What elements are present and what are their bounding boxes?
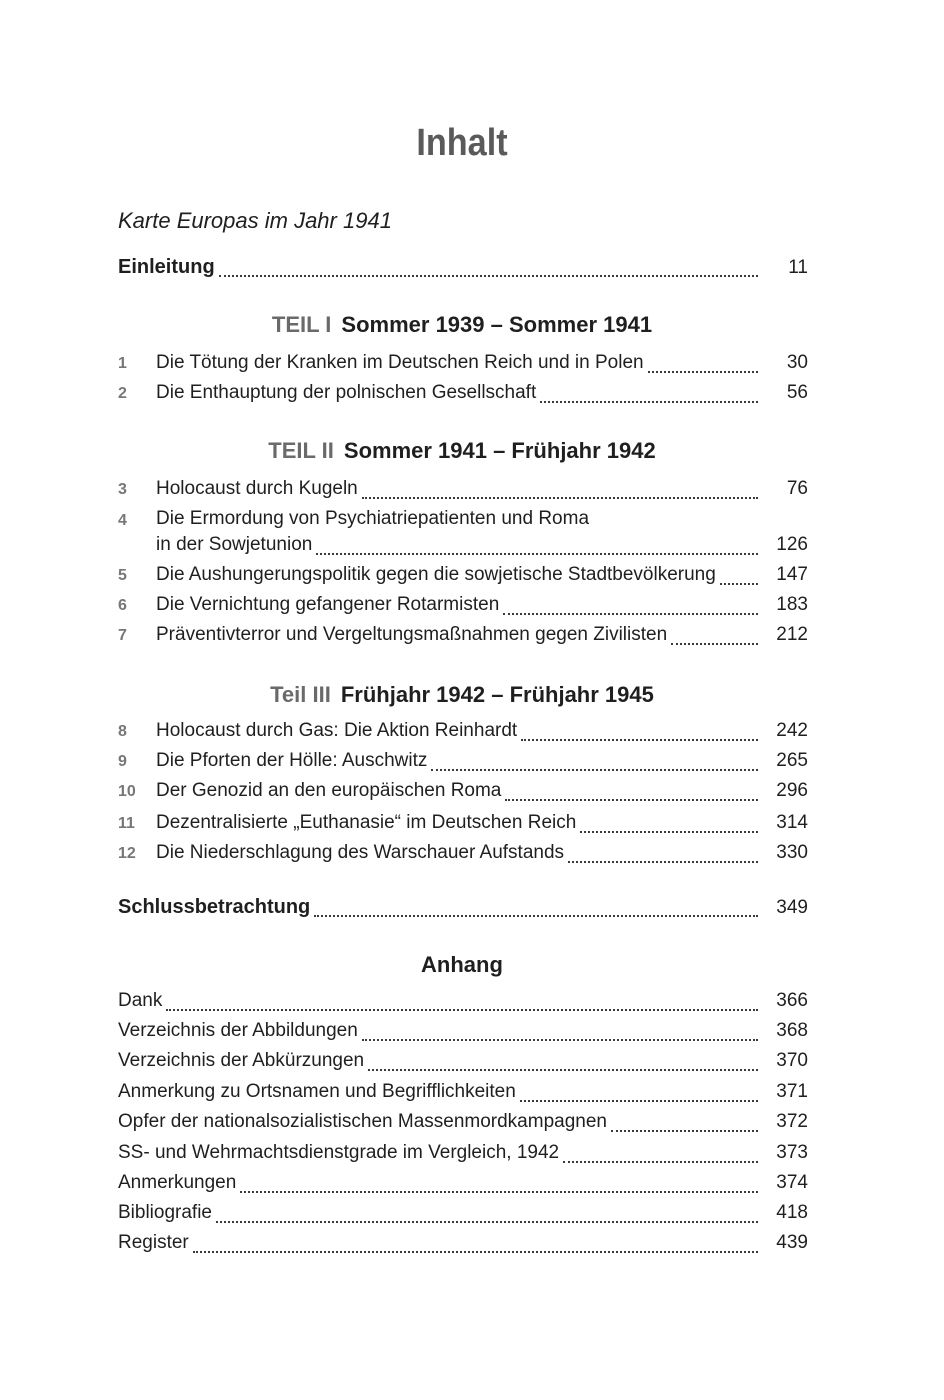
- chapter-number: 3: [118, 481, 127, 498]
- dot-leader: [580, 831, 758, 833]
- toc-entry-appendix[interactable]: [118, 1172, 808, 1200]
- chapter-number: 6: [118, 597, 127, 614]
- entry-page: 11: [788, 257, 808, 278]
- chapter-number: 5: [118, 567, 127, 584]
- toc-entry-conclusion[interactable]: [118, 896, 808, 924]
- entry-title: Die Tötung der Kranken im Deutschen Reich und in Polen: [156, 352, 644, 373]
- dot-leader: [568, 861, 758, 863]
- toc-entry-chapter[interactable]: [118, 478, 808, 506]
- dot-leader: [611, 1130, 758, 1132]
- dot-leader: [193, 1251, 758, 1253]
- part-heading-2: [0, 438, 924, 464]
- dot-leader: [720, 583, 758, 585]
- entry-title: Dezentralisierte „Euthanasie“ im Deutschen Reich: [156, 812, 577, 833]
- entry-page: 183: [776, 594, 808, 615]
- part-heading-3: [0, 682, 924, 708]
- toc-entry-appendix[interactable]: [118, 1081, 808, 1109]
- dot-leader: [166, 1009, 758, 1011]
- toc-entry-appendix[interactable]: [118, 1050, 808, 1078]
- toc-entry-chapter[interactable]: [118, 624, 808, 652]
- part-title: Frühjahr 1942 – Frühjahr 1945: [340, 682, 654, 707]
- dot-leader: [216, 1221, 758, 1223]
- toc-entry-appendix[interactable]: [118, 1111, 808, 1139]
- entry-title: SS- und Wehrmachtsdienstgrade im Vergleich, 1942: [118, 1142, 560, 1163]
- dot-leader: [431, 769, 758, 771]
- part-label: TEIL II: [268, 438, 334, 463]
- toc-entry-chapter[interactable]: [118, 812, 808, 840]
- chapter-number: 8: [118, 723, 127, 740]
- toc-entry-appendix[interactable]: [118, 1020, 808, 1048]
- entry-page: 265: [776, 750, 808, 771]
- dot-leader: [671, 643, 758, 645]
- entry-title: Schlussbetrachtung: [118, 896, 311, 918]
- part-label: TEIL I: [271, 312, 332, 337]
- chapter-number: 10: [118, 783, 136, 800]
- dot-leader: [362, 1039, 758, 1041]
- entry-title: Verzeichnis der Abkürzungen: [118, 1050, 365, 1071]
- toc-entry-appendix[interactable]: [118, 1202, 808, 1230]
- entry-page: 418: [776, 1202, 808, 1223]
- entry-title: Die Enthauptung der polnischen Gesellschaft: [156, 382, 537, 403]
- entry-page: 370: [776, 1050, 808, 1071]
- map-entry: Karte Europas im Jahr 1941: [118, 208, 392, 233]
- entry-page: 349: [776, 897, 808, 918]
- part-title: Sommer 1939 – Sommer 1941: [341, 312, 653, 337]
- dot-leader: [368, 1069, 758, 1071]
- chapter-number: 12: [118, 845, 136, 862]
- appendix-heading: Anhang: [421, 952, 503, 977]
- entry-page: 126: [776, 534, 808, 555]
- dot-leader: [563, 1161, 758, 1163]
- entry-page: 242: [776, 720, 808, 741]
- entry-page: 373: [776, 1142, 808, 1163]
- chapter-number: 2: [118, 385, 127, 402]
- part-title: Sommer 1941 – Frühjahr 1942: [343, 438, 656, 463]
- dot-leader: [314, 915, 758, 917]
- entry-title: Dank: [118, 990, 163, 1011]
- entry-page: 439: [776, 1232, 808, 1253]
- toc-entry-chapter[interactable]: [118, 842, 808, 870]
- entry-title: Die Vernichtung gefangener Rotarmisten: [156, 594, 500, 615]
- dot-leader: [503, 613, 758, 615]
- dot-leader: [521, 739, 758, 741]
- entry-page: 372: [776, 1111, 808, 1132]
- dot-leader: [505, 799, 758, 801]
- toc-entry-chapter[interactable]: [118, 352, 808, 380]
- dot-leader: [540, 401, 758, 403]
- chapter-number: 4: [118, 512, 127, 529]
- toc-entry-appendix[interactable]: [118, 990, 808, 1018]
- dot-leader: [240, 1191, 758, 1193]
- chapter-number: 11: [118, 815, 135, 832]
- part-heading-1: [0, 312, 924, 338]
- entry-title: Anmerkung zu Ortsnamen und Begrifflichkeiten: [118, 1081, 516, 1102]
- entry-page: 371: [776, 1081, 808, 1102]
- toc-entry-chapter[interactable]: [118, 594, 808, 622]
- entry-title: Holocaust durch Kugeln: [156, 478, 358, 499]
- entry-title: Holocaust durch Gas: Die Aktion Reinhardt: [156, 720, 518, 741]
- entry-title: Die Niederschlagung des Warschauer Aufstands: [156, 842, 565, 863]
- toc-entry-chapter[interactable]: [118, 720, 808, 748]
- entry-title: Register: [118, 1232, 189, 1253]
- entry-title: Opfer der nationalsozialistischen Massenmordkampagnen: [118, 1111, 607, 1132]
- dot-leader: [362, 497, 758, 499]
- chapter-number: 1: [118, 355, 127, 372]
- dot-leader: [520, 1100, 758, 1102]
- entry-page: 330: [776, 842, 808, 863]
- entry-page: 30: [786, 352, 808, 373]
- dot-leader: [316, 553, 758, 555]
- entry-page: 147: [776, 564, 808, 585]
- entry-page: 56: [786, 382, 808, 403]
- entry-title: Die Aushungerungspolitik gegen die sowjetische Stadtbevölkerung: [156, 564, 716, 585]
- entry-page: 366: [776, 990, 808, 1011]
- entry-title: Der Genozid an den europäischen Roma: [156, 780, 502, 801]
- chapter-number: 7: [118, 627, 127, 644]
- toc-entry-introduction[interactable]: [118, 256, 808, 284]
- toc-entry-appendix[interactable]: [118, 1142, 808, 1170]
- toc-entry-chapter[interactable]: [118, 382, 808, 410]
- toc-entry-chapter[interactable]: [118, 780, 808, 808]
- entry-page: 314: [776, 812, 808, 833]
- entry-title-line1: Die Ermordung von Psychiatriepatienten und Roma: [156, 508, 590, 529]
- toc-entry-chapter[interactable]: [118, 750, 808, 778]
- entry-title: Bibliografie: [118, 1202, 212, 1223]
- toc-entry-chapter-continued[interactable]: [118, 534, 808, 562]
- entry-title: Präventivterror und Vergeltungsmaßnahmen gegen Zivilisten: [156, 624, 668, 645]
- part-label: Teil III: [270, 682, 331, 707]
- entry-page: 374: [776, 1172, 808, 1193]
- toc-entry-appendix[interactable]: [118, 1232, 808, 1260]
- entry-page: 368: [776, 1020, 808, 1041]
- chapter-number: 9: [118, 753, 127, 770]
- entry-title-line2: in der Sowjetunion: [156, 534, 313, 555]
- entry-page: 296: [776, 780, 808, 801]
- page-title: Inhalt: [416, 122, 508, 164]
- entry-title: Anmerkungen: [118, 1172, 237, 1193]
- entry-title: Die Pforten der Hölle: Auschwitz: [156, 750, 428, 771]
- toc-entry-chapter[interactable]: [118, 564, 808, 592]
- entry-page: 212: [776, 624, 808, 645]
- entry-title: Einleitung: [118, 256, 215, 278]
- dot-leader: [219, 275, 758, 277]
- dot-leader: [648, 371, 758, 373]
- entry-page: 76: [786, 478, 808, 499]
- entry-title: Verzeichnis der Abbildungen: [118, 1020, 358, 1041]
